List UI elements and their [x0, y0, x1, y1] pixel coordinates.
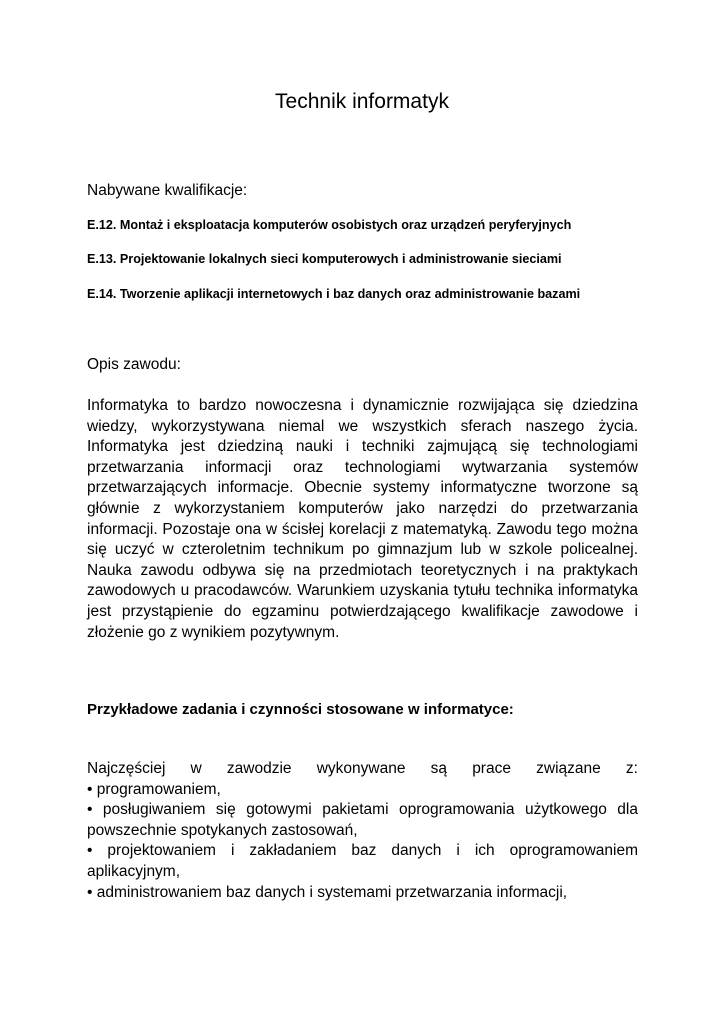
task-item: • administrowaniem baz danych i systemami przetwarzania informacji,: [87, 883, 568, 901]
task-item: • posługiwaniem się gotowymi pakietami oprogramowania użytkowego dla powszechnie spotykanych zastosowań,: [87, 801, 638, 839]
description-paragraph: Informatyka to bardzo nowoczesna i dynamicznie rozwijająca się dziedzina wiedzy, wykorzystywana niemal we wszystkich sferach naszego życia. Informatyka jest dziedziną nauki i techniki zajmującą się technologiami przetwarzania informacji oraz technologiami wytwarzania systemów przetwarzających informacje. Obecnie systemy informatyczne tworzone są głównie z wykorzystaniem komputerów jako narzędzi do przetwarzania informacji. Pozostaje ona w ścisłej korelacji z matematyką. Zawodu tego można się uczyć w czteroletnim technikum po gimnazjum lub w szkole policealnej. Nauka zawodu odbywa się na przedmiotach teoretycznych i na praktykach zawodowych u pracodawców. Warunkiem uzyskania tytułu technika informatyka jest przystąpienie do egzaminu potwierdzającego kwalifikacje zawodowe i złożenie go z wynikiem pozytywnym.: [87, 397, 638, 641]
tasks-heading: Przykładowe zadania i czynności stosowane w informatyce:: [87, 701, 514, 718]
tasks-list: [87, 759, 638, 903]
qualification-item: E.12. Montaż i eksploatacja komputerów osobistych oraz urządzeń peryferyjnych: [87, 218, 572, 232]
task-item: • programowaniem,: [87, 780, 221, 798]
tasks-intro: Najczęściej w zawodzie wykonywane są prace związane z:: [87, 760, 638, 777]
qualifications-label: Nabywane kwalifikacje:: [87, 182, 248, 199]
task-item: • projektowaniem i zakładaniem baz danych i ich oprogramowaniem aplikacyjnym,: [87, 842, 638, 880]
qualification-item: E.13. Projektowanie lokalnych sieci komputerowych i administrowanie sieciami: [87, 252, 562, 266]
description-label: Opis zawodu:: [87, 356, 181, 373]
qualification-item: E.14. Tworzenie aplikacji internetowych i baz danych oraz administrowanie bazami: [87, 287, 581, 301]
page-title: Technik informatyk: [275, 90, 449, 113]
